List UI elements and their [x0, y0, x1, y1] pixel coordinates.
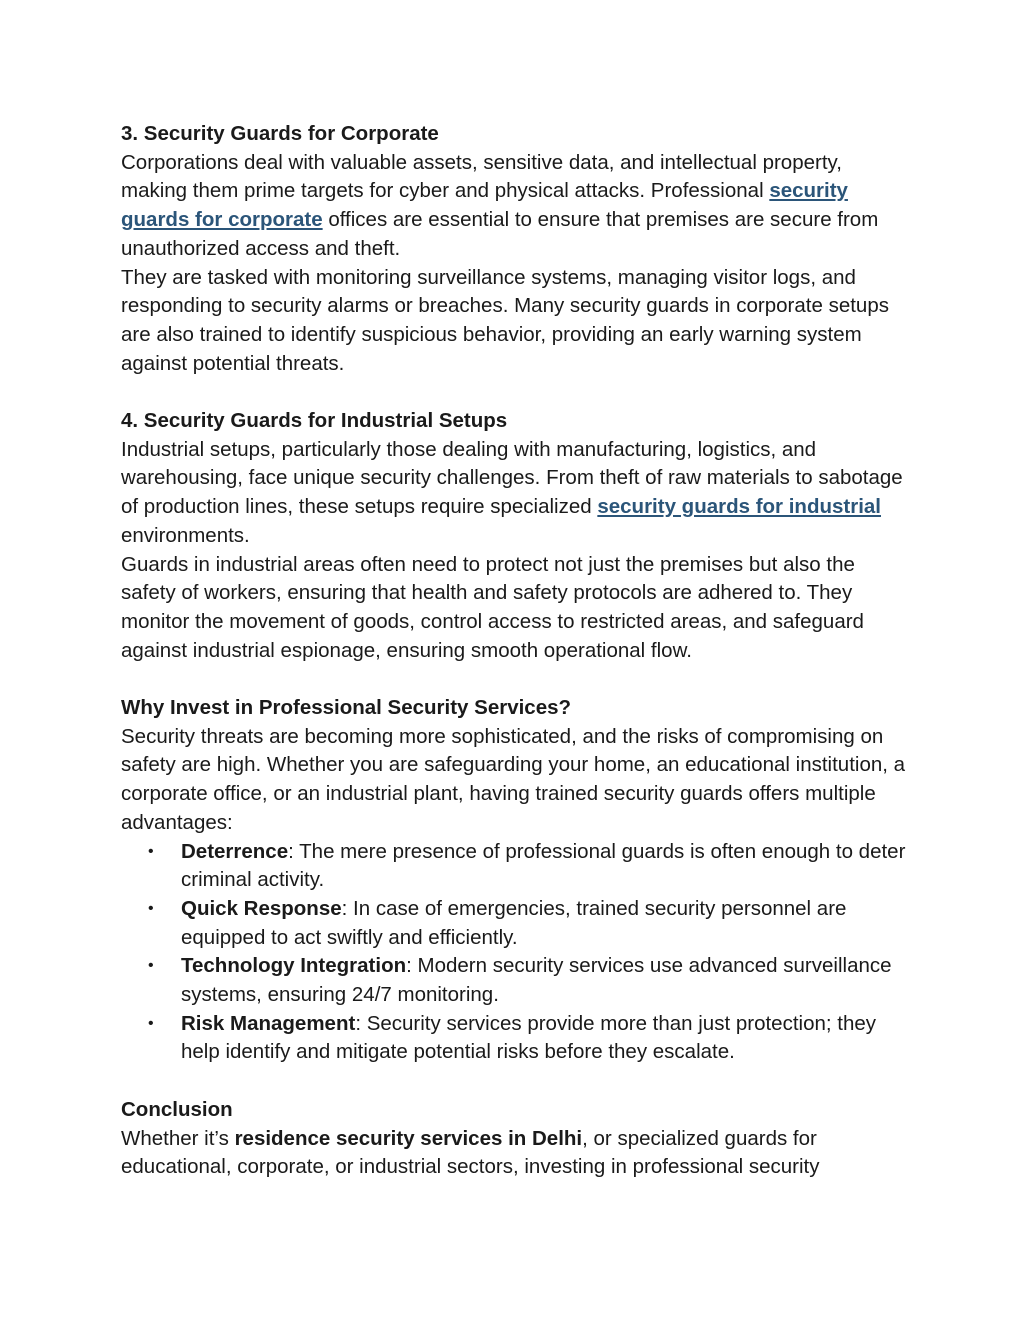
list-item-text: : In case of emergencies, trained security personnel are equipped to act swiftly and efficiently. [181, 896, 847, 949]
paragraph-text: environments. [121, 523, 250, 547]
paragraph [121, 1125, 911, 1182]
list-item-term: Quick Response [181, 896, 342, 920]
paragraph-text: Industrial setups, particularly those dealing with manufacturing, logistics, and warehousing, face unique security challenges. From theft of raw materials to sabotage of production lines, these setups require specialized [121, 437, 903, 519]
paragraph: Guards in industrial areas often need to protect not just the premises but also the safety of workers, ensuring that health and safety protocols are adhered to. They monitor the movement of goods, control access to restricted areas, and safeguard against industrial espionage, ensuring smooth operational flow. [121, 552, 864, 662]
paragraph-text: Whether it’s [121, 1126, 235, 1150]
paragraph-bold-text: residence security services in Delhi [234, 1126, 583, 1150]
security-guards-corporate-link[interactable]: security guards for corporate [121, 179, 848, 232]
paragraph [121, 149, 911, 264]
list-item-text: : The mere presence of professional guards is often enough to deter criminal activity. [181, 839, 906, 892]
bullet-icon: • [148, 1014, 154, 1032]
security-guards-industrial-link[interactable]: security guards for industrial [597, 495, 881, 519]
list-item [148, 838, 911, 895]
list-item [148, 952, 911, 1009]
list-item-text: : Modern security services use advanced surveillance systems, ensuring 24/7 monitoring. [181, 954, 892, 1007]
list-item-text: : Security services provide more than just protection; they help identify and mitigate potential risks before they escalate. [181, 1011, 877, 1064]
section-heading: Conclusion [121, 1097, 233, 1121]
list-item [148, 895, 911, 952]
document-body [121, 120, 911, 1182]
section-conclusion [121, 1096, 911, 1182]
paragraph-text: , or specialized guards for educational, corporate, or industrial sectors, investing in professional security [121, 1126, 820, 1179]
list-item [148, 1010, 911, 1067]
list-item-term: Technology Integration [181, 954, 407, 978]
list-item-term: Deterrence [181, 839, 289, 863]
paragraph-text: Corporations deal with valuable assets, sensitive data, and intellectual property, making them prime targets for cyber and physical attacks. Professional [121, 150, 842, 203]
paragraph-text: offices are essential to ensure that premises are secure from unauthorized access and theft. [121, 208, 879, 260]
section-why-invest [121, 694, 911, 1067]
section-corporate [121, 120, 911, 378]
section-heading: 4. Security Guards for Industrial Setups [121, 409, 508, 433]
section-heading: 3. Security Guards for Corporate [121, 122, 439, 145]
section-industrial [121, 407, 911, 665]
advantages-list [121, 838, 911, 1068]
bullet-icon: • [148, 899, 154, 917]
bullet-icon: • [148, 957, 154, 975]
paragraph: Security threats are becoming more sophisticated, and the risks of compromising on safety are high. Whether you are safeguarding your home, an educational institution, a corporate office, or an industrial plant, having trained security guards offers multiple advantages: [121, 724, 906, 834]
paragraph: They are tasked with monitoring surveillance systems, managing visitor logs, and responding to security alarms or breaches. Many security guards in corporate setups are also trained to identify suspicious behavior, providing an early warning system against potential threats. [121, 265, 889, 375]
paragraph [121, 436, 911, 551]
section-heading: Why Invest in Professional Security Services? [121, 696, 572, 720]
bullet-icon: • [148, 842, 154, 860]
list-item-term: Risk Management [181, 1011, 356, 1035]
